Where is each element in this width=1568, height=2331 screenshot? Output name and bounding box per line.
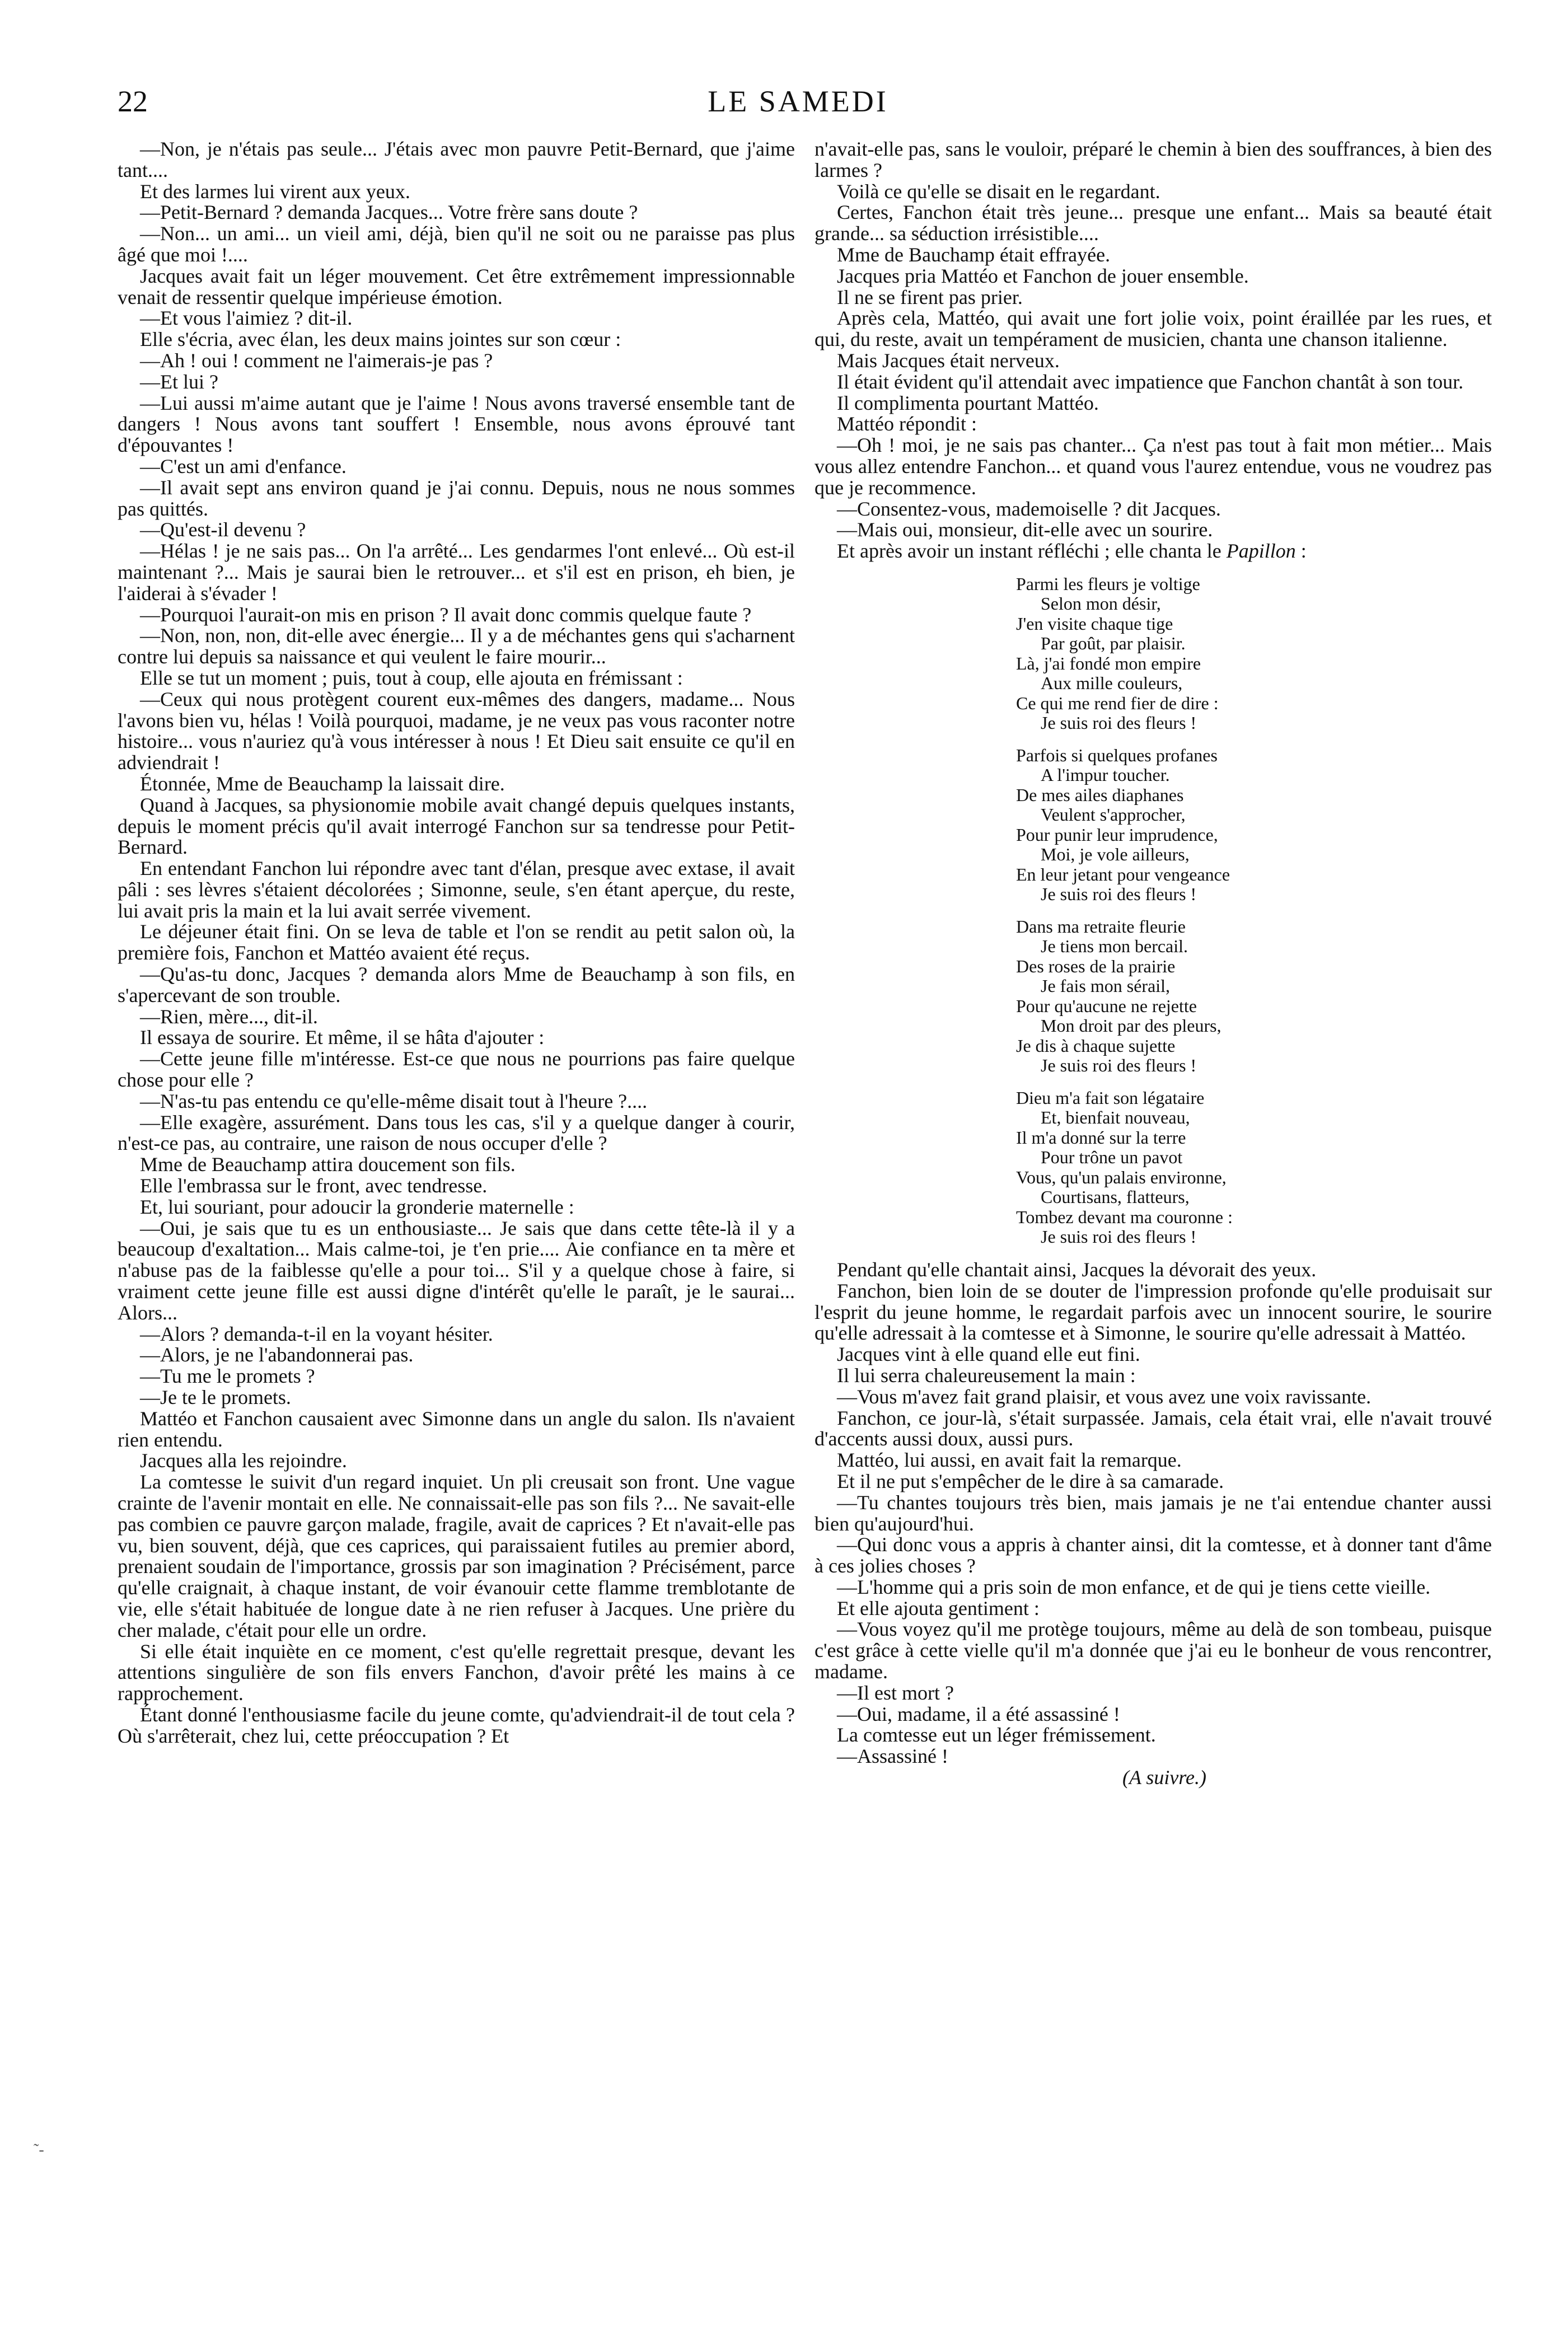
paragraph: —Tu chantes toujours très bien, mais jamais je ne t'ai entendue chanter aussi bien qu'aujourd'hui. bbox=[815, 1491, 1492, 1535]
paragraph: Pendant qu'elle chantait ainsi, Jacques la dévorait des yeux. bbox=[837, 1258, 1317, 1281]
paragraph: —Qu'as-tu donc, Jacques ? demanda alors Mme de Beauchamp à son fils, en s'apercevant de son trouble. bbox=[118, 963, 795, 1007]
poem-line: En leur jetant pour vengeance bbox=[1016, 864, 1230, 884]
paragraph: Et elle ajouta gentiment : bbox=[837, 1597, 1040, 1619]
poem-line: Ce qui me rend fier de dire : bbox=[1016, 692, 1219, 713]
poem-line: Mon droit par des pleurs, bbox=[1041, 1015, 1221, 1036]
right-column-bottom bbox=[815, 1260, 1492, 1767]
poem-line: Je tiens mon bercail. bbox=[1041, 936, 1188, 957]
paragraph: Étonnée, Mme de Beauchamp la laissait dire. bbox=[140, 772, 505, 795]
paragraph: —N'as-tu pas entendu ce qu'elle-même disait tout à l'heure ?.... bbox=[140, 1089, 648, 1112]
paragraph: —Il est mort ? bbox=[837, 1681, 954, 1704]
paragraph: —L'homme qui a pris soin de mon enfance, et de qui je tiens cette vieille. bbox=[837, 1575, 1431, 1598]
poem-line: Je suis roi des fleurs ! bbox=[1041, 1227, 1197, 1247]
paragraph: Jacques alla les rejoindre. bbox=[140, 1449, 347, 1472]
poem-papillon bbox=[1016, 574, 1492, 1247]
paragraph: Elle se tut un moment ; puis, tout à coup, elle ajouta en frémissant : bbox=[140, 666, 683, 689]
paragraph: —Qu'est-il devenu ? bbox=[140, 518, 306, 541]
poem-line: Je suis roi des fleurs ! bbox=[1041, 1055, 1197, 1076]
paragraph: Mattéo et Fanchon causaient avec Simonne dans un angle du salon. Ils n'avaient rien entendu. bbox=[118, 1407, 795, 1451]
paragraph: —Elle exagère, assurément. Dans tous les cas, s'il y a quelque danger à courir, n'est-ce pas, au contraire, une raison de nous occuper d'elle ? bbox=[118, 1111, 795, 1155]
poem-line: Il m'a donné sur la terre bbox=[1016, 1127, 1186, 1148]
paragraph: Mattéo répondit : bbox=[837, 413, 977, 436]
paragraph: Et il ne put s'empêcher de le dire à sa camarade. bbox=[837, 1469, 1224, 1492]
paragraph: n'avait-elle pas, sans le vouloir, préparé le chemin à bien des souffrances, à bien des larmes ? bbox=[815, 138, 1492, 181]
paragraph: Jacques avait fait un léger mouvement. Cet être extrêmement impressionnable venait de ressentir quelque impérieuse émotion. bbox=[118, 264, 795, 308]
paragraph: —Non... un ami... un vieil ami, déjà, bien qu'il ne soit ou ne paraisse pas plus âgé que moi !.... bbox=[118, 222, 795, 266]
paragraph: —Il avait sept ans environ quand je j'ai connu. Depuis, nous ne nous sommes pas quittés. bbox=[118, 476, 795, 520]
paragraph: Le déjeuner était fini. On se leva de table et l'on se rendit au petit salon où, la première fois, Fanchon et Mattéo avaient été reçus. bbox=[118, 920, 795, 965]
paragraph: Il essaya de sourire. Et même, il se hâta d'ajouter : bbox=[140, 1026, 545, 1049]
paragraph: —Pourquoi l'aurait-on mis en prison ? Il avait donc commis quelque faute ? bbox=[140, 603, 752, 626]
paragraph: —Alors, je ne l'abandonnerai pas. bbox=[140, 1344, 414, 1366]
paragraph: —Et vous l'aimiez ? dit-il. bbox=[140, 307, 353, 330]
poem-line: Aux mille couleurs, bbox=[1041, 673, 1183, 694]
paragraph: Elle s'écria, avec élan, les deux mains jointes sur son cœur : bbox=[140, 328, 621, 351]
right-column bbox=[815, 139, 1492, 1789]
poem-stanza bbox=[1016, 574, 1492, 733]
poem-line: A l'impur toucher. bbox=[1041, 765, 1170, 785]
paragraph: —Ceux qui nous protègent courent eux-mêmes des dangers, madame... Nous l'avons bien vu, hélas ! Voilà pourquoi, madame, je ne veux pas vous raconter notre histoire... vous n'auriez qu'à vous intéresser à nous ! Et Dieu sait ensuite ce qu'il en adviendrait ! bbox=[118, 687, 795, 774]
poem-line: Des roses de la prairie bbox=[1016, 956, 1176, 976]
paragraph: —C'est un ami d'enfance. bbox=[140, 455, 347, 478]
page-number: 22 bbox=[118, 85, 148, 118]
paragraph: —Vous m'avez fait grand plaisir, et vous avez une voix ravissante. bbox=[837, 1385, 1372, 1408]
paragraph: Voilà ce qu'elle se disait en le regardant. bbox=[837, 180, 1160, 203]
margin-mark: ˜- bbox=[34, 2141, 44, 2159]
paragraph: —Qui donc vous a appris à chanter ainsi, dit la comtesse, et à donner tant d'âme à ces jolies choses ? bbox=[815, 1533, 1492, 1578]
poem-line: Parfois si quelques profanes bbox=[1016, 745, 1218, 765]
paragraph: Fanchon, bien loin de se douter de l'impression profonde qu'elle produisait sur l'esprit du jeune homme, le regardait parfois avec un innocent sourire, le sourire qu'elle adressait à la comtesse et à Simonne, le sourire qu'elle adressait à Mattéo. bbox=[815, 1279, 1492, 1345]
song-intro: Et après avoir un instant réfléchi ; elle chanta le Papillon : bbox=[837, 540, 1307, 563]
paragraph: —Lui aussi m'aime autant que je l'aime ! Nous avons traversé ensemble tant de dangers ! Nous avons tant souffert ! Ensemble, nous avons éprouvé tant d'épouvantes ! bbox=[118, 391, 795, 457]
poem-line: Par goût, par plaisir. bbox=[1041, 633, 1186, 654]
running-head: LE SAMEDI bbox=[708, 85, 888, 118]
paragraph: Il complimenta pourtant Mattéo. bbox=[837, 391, 1099, 414]
paragraph: Mais Jacques était nerveux. bbox=[837, 349, 1060, 372]
poem-line: Là, j'ai fondé mon empire bbox=[1016, 653, 1201, 673]
paragraph: Il lui serra chaleureusement la main : bbox=[837, 1364, 1136, 1387]
paragraph: —Tu me le promets ? bbox=[140, 1365, 315, 1388]
paragraph: Mme de Beauchamp attira doucement son fils. bbox=[140, 1153, 516, 1176]
poem-line: Je suis roi des fleurs ! bbox=[1041, 884, 1197, 905]
page-header bbox=[118, 84, 1478, 123]
poem-stanza bbox=[1016, 746, 1492, 905]
to-be-continued: (A suivre.) bbox=[1122, 1766, 1206, 1789]
paragraph: Mme de Bauchamp était effrayée. bbox=[837, 243, 1111, 266]
paragraph: —Consentez-vous, mademoiselle ? dit Jacques. bbox=[837, 497, 1221, 520]
paragraph: —Vous voyez qu'il me protège toujours, même au delà de son tombeau, puisque c'est grâce à cette vielle qu'il m'a donnée que j'ai eu le bonheur de vous rencontrer, madame. bbox=[815, 1618, 1492, 1683]
paragraph: —Oui, madame, il a été assassiné ! bbox=[837, 1702, 1120, 1725]
poem-line: Et, bienfait nouveau, bbox=[1041, 1107, 1190, 1128]
paragraph: Quand à Jacques, sa physionomie mobile avait changé depuis quelques instants, depuis le moment précis qu'il avait interrogé Fanchon sur sa tendresse pour Petit-Bernard. bbox=[118, 793, 795, 859]
paragraph: —Assassiné ! bbox=[837, 1745, 948, 1768]
paragraph: En entendant Fanchon lui répondre avec tant d'élan, presque avec extase, il avait pâli : ses lèvres s'étaient décolorées ; Simonne, seule, s'en étant aperçue, du reste, lui avait pris la main et la lui avait serrée vivement. bbox=[118, 857, 795, 922]
paragraph: —Cette jeune fille m'intéresse. Est-ce que nous ne pourrions pas faire quelque chose pour elle ? bbox=[118, 1047, 795, 1092]
paragraph: Jacques vint à elle quand elle eut fini. bbox=[837, 1343, 1140, 1366]
paragraph: Et, lui souriant, pour adoucir la gronderie maternelle : bbox=[140, 1195, 574, 1218]
paragraph: Elle l'embrassa sur le front, avec tendresse. bbox=[140, 1174, 488, 1197]
poem-line: Je fais mon sérail, bbox=[1041, 976, 1171, 996]
poem-line: Pour qu'aucune ne rejette bbox=[1016, 995, 1197, 1016]
paragraph: —Rien, mère..., dit-il. bbox=[140, 1005, 318, 1028]
left-column bbox=[118, 139, 795, 1747]
paragraph: Jacques pria Mattéo et Fanchon de jouer ensemble. bbox=[837, 264, 1249, 287]
paragraph: —Je te le promets. bbox=[140, 1386, 291, 1409]
paragraph: Il était évident qu'il attendait avec impatience que Fanchon chantât à son tour. bbox=[837, 370, 1464, 393]
paragraph: La comtesse le suivit d'un regard inquiet. Un pli creusait son front. Une vague crainte de l'avenir montait en elle. Ne connaissait-elle pas son fils ?... Ne savait-elle pas combien ce pauvre garçon malade, fragile, avait de caprices ? Et n'avait-elle pas vu, bien souvent, déjà, que ces caprices, qui paraissaient futiles au premier abord, prenaient soudain de l'importance, grossis par son imagination ? Précisément, parce qu'elle craignait, à chaque instant, de voir évanouir cette flamme tremblotante de vie, elle s'était habituée de longue date à ne rien refuser à Jacques. Une prière du cher malade, c'était pour elle un ordre. bbox=[118, 1471, 795, 1641]
paragraph: —Et lui ? bbox=[140, 370, 218, 393]
poem-line: Pour punir leur imprudence, bbox=[1016, 824, 1218, 845]
paragraph: —Alors ? demanda-t-il en la voyant hésiter. bbox=[140, 1322, 493, 1345]
paragraph: Si elle était inquiète en ce moment, c'est qu'elle regrettait presque, devant les attentions singulière de son fils envers Fanchon, d'avoir prêté les mains à ce rapprochement. bbox=[118, 1640, 795, 1705]
poem-line: Dieu m'a fait son légataire bbox=[1016, 1087, 1205, 1108]
paragraph: —Mais oui, monsieur, dit-elle avec un sourire. bbox=[837, 518, 1213, 541]
paragraph: —Non, je n'étais pas seule... J'étais avec mon pauvre Petit-Bernard, que j'aime tant.... bbox=[118, 138, 795, 181]
right-column-top bbox=[815, 139, 1492, 541]
paragraph: —Oh ! moi, je ne sais pas chanter... Ça n'est pas tout à fait mon métier... Mais vous allez entendre Fanchon... et quand vous l'aurez entendue, vous ne voudrez pas que je recommence. bbox=[815, 434, 1492, 499]
poem-line: Moi, je vole ailleurs, bbox=[1041, 844, 1190, 865]
poem-line: Tombez devant ma couronne : bbox=[1016, 1206, 1233, 1227]
poem-line: Vous, qu'un palais environne, bbox=[1016, 1167, 1227, 1187]
paragraph: Étant donné l'enthousiasme facile du jeune comte, qu'adviendrait-il de tout cela ? Où s'arrêterait, chez lui, cette préoccupation ? Et bbox=[118, 1703, 795, 1747]
paragraph: Et des larmes lui virent aux yeux. bbox=[140, 180, 410, 203]
paragraph: —Oui, je sais que tu es un enthousiaste... Je sais que dans cette tête-là il y a beaucoup d'exaltation... Mais calme-toi, je t'en prie.... Aie confiance en ta mère et n'abuse pas de la faiblesse qu'elle a pour toi... S'il y a quelque chose à faire, si vraiment cette jeune fille est aussi digne d'intérêt qu'elle le paraît, je le saurai... Alors... bbox=[118, 1216, 795, 1324]
poem-line: Selon mon désir, bbox=[1041, 593, 1161, 614]
poem-line: Veulent s'approcher, bbox=[1041, 804, 1186, 825]
poem-line: Je dis à chaque sujette bbox=[1016, 1035, 1176, 1056]
poem-line: Dans ma retraite fleurie bbox=[1016, 916, 1186, 937]
poem-stanza bbox=[1016, 917, 1492, 1076]
poem-line: Parmi les fleurs je voltige bbox=[1016, 573, 1200, 594]
paragraph: Après cela, Mattéo, qui avait une fort jolie voix, point éraillée par les rues, et qui, du reste, avait un tempérament de musicien, chanta une chanson italienne. bbox=[815, 307, 1492, 351]
paragraph: —Non, non, non, dit-elle avec énergie... Il y a de méchantes gens qui s'acharnent contre lui depuis sa naissance et qui veulent le faire mourir... bbox=[118, 624, 795, 668]
paragraph: —Ah ! oui ! comment ne l'aimerais-je pas ? bbox=[140, 349, 493, 372]
paragraph: —Petit-Bernard ? demanda Jacques... Votre frère sans doute ? bbox=[140, 201, 638, 224]
paragraph: Fanchon, ce jour-là, s'était surpassée. Jamais, cela était vrai, elle n'avait trouvé d'accents aussi doux, aussi purs. bbox=[815, 1406, 1492, 1450]
poem-line: De mes ailes diaphanes bbox=[1016, 784, 1184, 805]
paragraph: Il ne se firent pas prier. bbox=[837, 285, 1023, 308]
poem-line: Pour trône un pavot bbox=[1041, 1147, 1183, 1168]
paragraph: La comtesse eut un léger frémissement. bbox=[837, 1724, 1156, 1747]
poem-line: J'en visite chaque tige bbox=[1016, 613, 1173, 634]
song-title: Papillon bbox=[1226, 540, 1296, 563]
poem-stanza bbox=[1016, 1088, 1492, 1247]
paragraph: Certes, Fanchon était très jeune... presque une enfant... Mais sa beauté était grande... sa séduction irrésistible.... bbox=[815, 201, 1492, 245]
poem-line: Courtisans, flatteurs, bbox=[1041, 1187, 1190, 1207]
paragraph: Mattéo, lui aussi, en avait fait la remarque. bbox=[837, 1449, 1182, 1472]
poem-line: Je suis roi des fleurs ! bbox=[1041, 713, 1197, 733]
paragraph: —Hélas ! je ne sais pas... On l'a arrêté... Les gendarmes l'ont enlevé... Où est-il maintenant ?... Mais je saurai bien le retrouver... et s'il est en prison, eh bien, je l'aiderai à s'évader ! bbox=[118, 540, 795, 605]
